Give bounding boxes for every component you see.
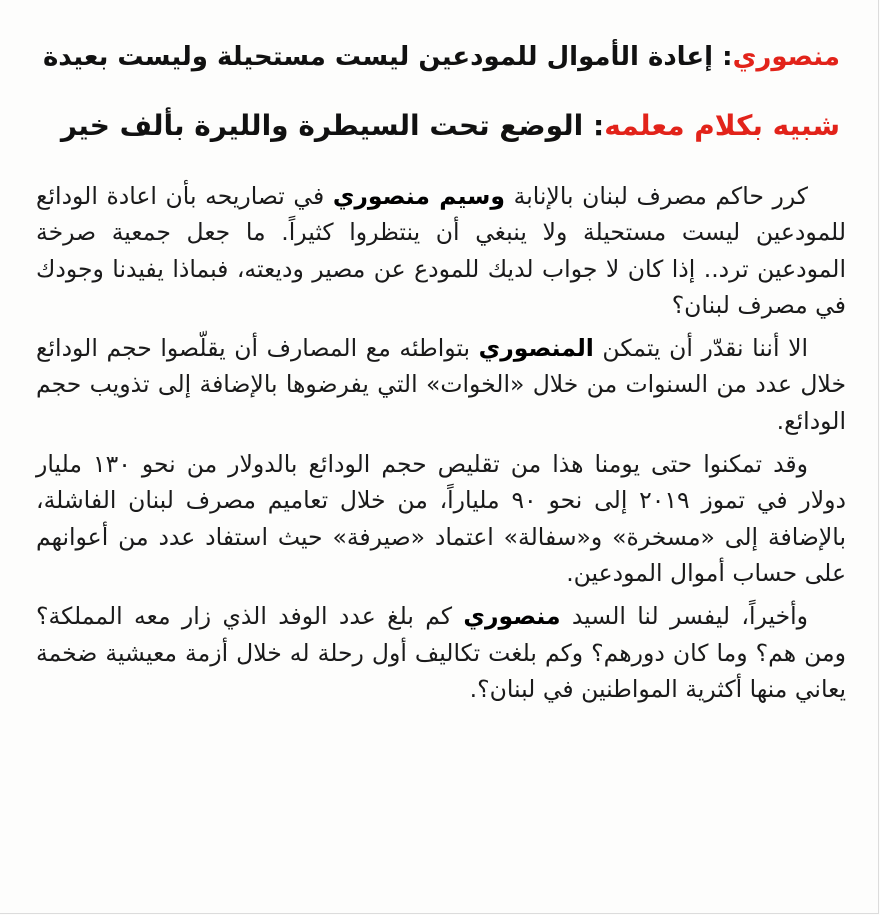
paragraph-2 (36, 330, 846, 439)
paragraph-1-bold: وسيم منصوري (332, 182, 505, 210)
headline-2-text: الوضع تحت السيطرة والليرة بألف خير (60, 109, 584, 142)
paragraph-2-after: بتواطئه مع المصارف أن يقلّصوا حجم الودائع خلال عدد من السنوات من خلال «الخوات» التي يفرضوها بالإضافة إلى تذويب حجم الودائع. (36, 334, 846, 435)
article-body (36, 178, 846, 707)
paragraph-3-before: وقد تمكنوا حتى يومنا هذا من تقليص حجم الودائع بالدولار من نحو ١٣٠ مليار دولار في تموز ٢٠١٩ إلى نحو ٩٠ ملياراً، من خلال تعاميم مصرف لبنان الفاشلة، بالإضافة إلى «مسخرة» و«سفالة» اعتماد «صيرفة» حيث استفاد عدد من أعوانهم على حساب أموال المودعين. (36, 450, 846, 587)
headline-1-colon: : (713, 42, 733, 72)
paragraph-1-before: كرر حاكم مصرف لبنان بالإنابة (505, 182, 808, 210)
paragraph-2-bold: المنصوري (478, 334, 594, 363)
headline-1-text: إعادة الأموال للمودعين ليست مستحيلة وليست بعيدة (42, 42, 714, 72)
headline-line-2 (40, 109, 840, 142)
paragraph-2-before: الا أننا نقدّر أن يتمكن (593, 334, 808, 363)
paragraph-3 (36, 446, 846, 591)
headline-2-name: شبيه بكلام معلمه (604, 109, 840, 142)
headline-2-colon: : (583, 109, 605, 142)
paragraph-4-after: كم بلغ عدد الوفد الذي زار معه المملكة؟ ومن هم؟ وما كان دورهم؟ وكم بلغت تكاليف أول رحلة له خلال أزمة معيشية ضخمة يعاني منها أكثرية المواطنين في لبنان؟. (36, 602, 846, 703)
paragraph-4-bold: منصوري (463, 602, 561, 631)
paragraph-4-before: وأخيراً، ليفسر لنا السيد (560, 602, 808, 631)
paragraph-1 (36, 178, 846, 323)
paragraph-4 (36, 598, 846, 707)
headline-1-name: منصوري (732, 42, 840, 72)
paragraph-1-after: في تصاريحه بأن اعادة الودائع للمودعين ليست مستحيلة ولا ينبغي أن ينتظروا كثيراً. ما جعل جمعية صرخة المودعين ترد.. إذا كان لا جواب لديك للمودع عن مصير وديعته، فبماذا يفيدنا وجودك في مصرف لبنان؟ (36, 182, 846, 319)
headline-line-1 (40, 44, 840, 70)
